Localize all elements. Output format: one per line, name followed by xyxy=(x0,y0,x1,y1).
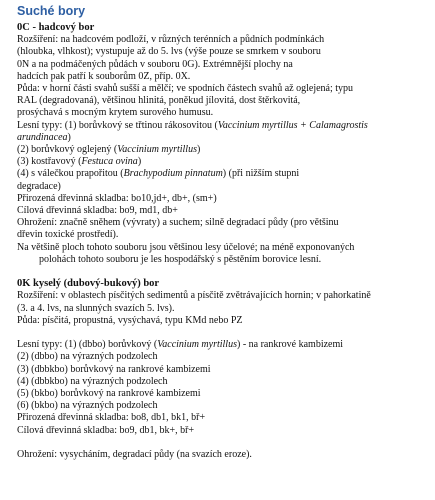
text-line: Lesní typy: (1) borůvkový se třtinou rákosovitou (Vaccinium myrtillus + Calamagrostis xyxy=(17,119,368,131)
text-line: Lesní typy: (1) (dbbo) borůvkový (Vaccinium myrtillus) - na rankrové kambizemi xyxy=(17,339,344,351)
text-line: (2) (dbbo) na výrazných podzolech xyxy=(17,351,158,363)
text-line: (3. a 4. lvs, na slunných svazích 5. lvs). xyxy=(17,302,175,314)
text-line: Cílová dřevinná skladba: bo9, db1, bk+, bř+ xyxy=(17,424,195,436)
text-line: (hloubka, vlhkost); vystupuje až do 5. lvs (výše pouze se smrkem v souboru xyxy=(17,46,321,58)
text-line: (6) (bkbo) na výrazných podzolech xyxy=(17,400,158,412)
text-line: Přirozená dřevinná skladba: bo8, db1, bk1, bř+ xyxy=(17,412,206,424)
text-line: Rozšíření: v oblastech písčitých sedimentů a písčitě zvětrávajících hornin; v pahorkatině xyxy=(17,290,371,302)
text-line: (2) borůvkový oglejený (Vaccinium myrtillus) xyxy=(17,144,201,156)
text-line: polohách tohoto souboru je les hospodářský s pěstěním borovice lesní. xyxy=(39,253,322,265)
text-line: Ohrožení: vysycháním, degradací půdy (na svazích eroze). xyxy=(17,449,252,461)
section-0k-body xyxy=(17,290,429,461)
text-line: 0N a na podmáčených půdách v souboru 0G). Extrémnější plochy na xyxy=(17,58,293,70)
text-line: Cílová dřevinná skladba: bo9, md1, db+ xyxy=(17,205,178,217)
spacer xyxy=(17,266,429,278)
text-line: Půda: písčitá, propustná, vysýchavá, typu KMd nebo PZ xyxy=(17,314,243,326)
text-line: (3) kostřavový (Festuca ovina) xyxy=(17,156,142,168)
text-line: (4) (dbbkbo) na výrazných podzolech xyxy=(17,375,168,387)
text-line: prosýchavá s mocným krytem surového humusu. xyxy=(17,107,214,119)
text-line: hadcích pak patří k souborům 0Z, příp. 0X. xyxy=(17,70,191,82)
text-line: degradace) xyxy=(17,180,61,192)
text-line: Ohrožení: značně sněhem (vývraty) a suchem; silně degradací půdy (pro většinu xyxy=(17,217,339,229)
text-line: Rozšíření: na hadcovém podloží, v různých terénních a půdních podmínkách xyxy=(17,34,325,46)
section-heading-0k: 0K kyselý (dubový-bukový) bor xyxy=(17,278,160,290)
text-line: Půda: v horní části svahů sušší a mělčí; ve spodních částech svahů až oglejená; typu xyxy=(17,83,354,95)
text-line: RAL (degradovaná), většinou hlinitá, poněkud jílovitá, dost štěrkovitá, xyxy=(17,95,301,107)
text-line: Na většině ploch tohoto souboru jsou většinou lesy účelové; na méně exponovaných xyxy=(17,241,355,253)
document-title: Suché bory xyxy=(17,4,86,18)
text-line: (3) (dbbkbo) borůvkový na rankrové kambizemi xyxy=(17,363,211,375)
text-line: (5) (bkbo) borůvkový na rankrové kambizemi xyxy=(17,388,201,400)
spacer xyxy=(17,437,429,449)
spacer xyxy=(17,327,429,339)
text-line: arundinacea) xyxy=(17,131,71,143)
section-heading-0c: 0C - hadcový bor xyxy=(17,22,95,33)
text-line: Přirozená dřevinná skladba: bo10,jd+, db+, (sm+) xyxy=(17,192,217,204)
text-line: (4) s válečkou prapořitou (Brachypodium pinnatum) (při nižším stupni xyxy=(17,168,300,180)
text-line: dřevin toxické prostředí). xyxy=(17,229,119,241)
section-0c-body xyxy=(17,34,429,266)
